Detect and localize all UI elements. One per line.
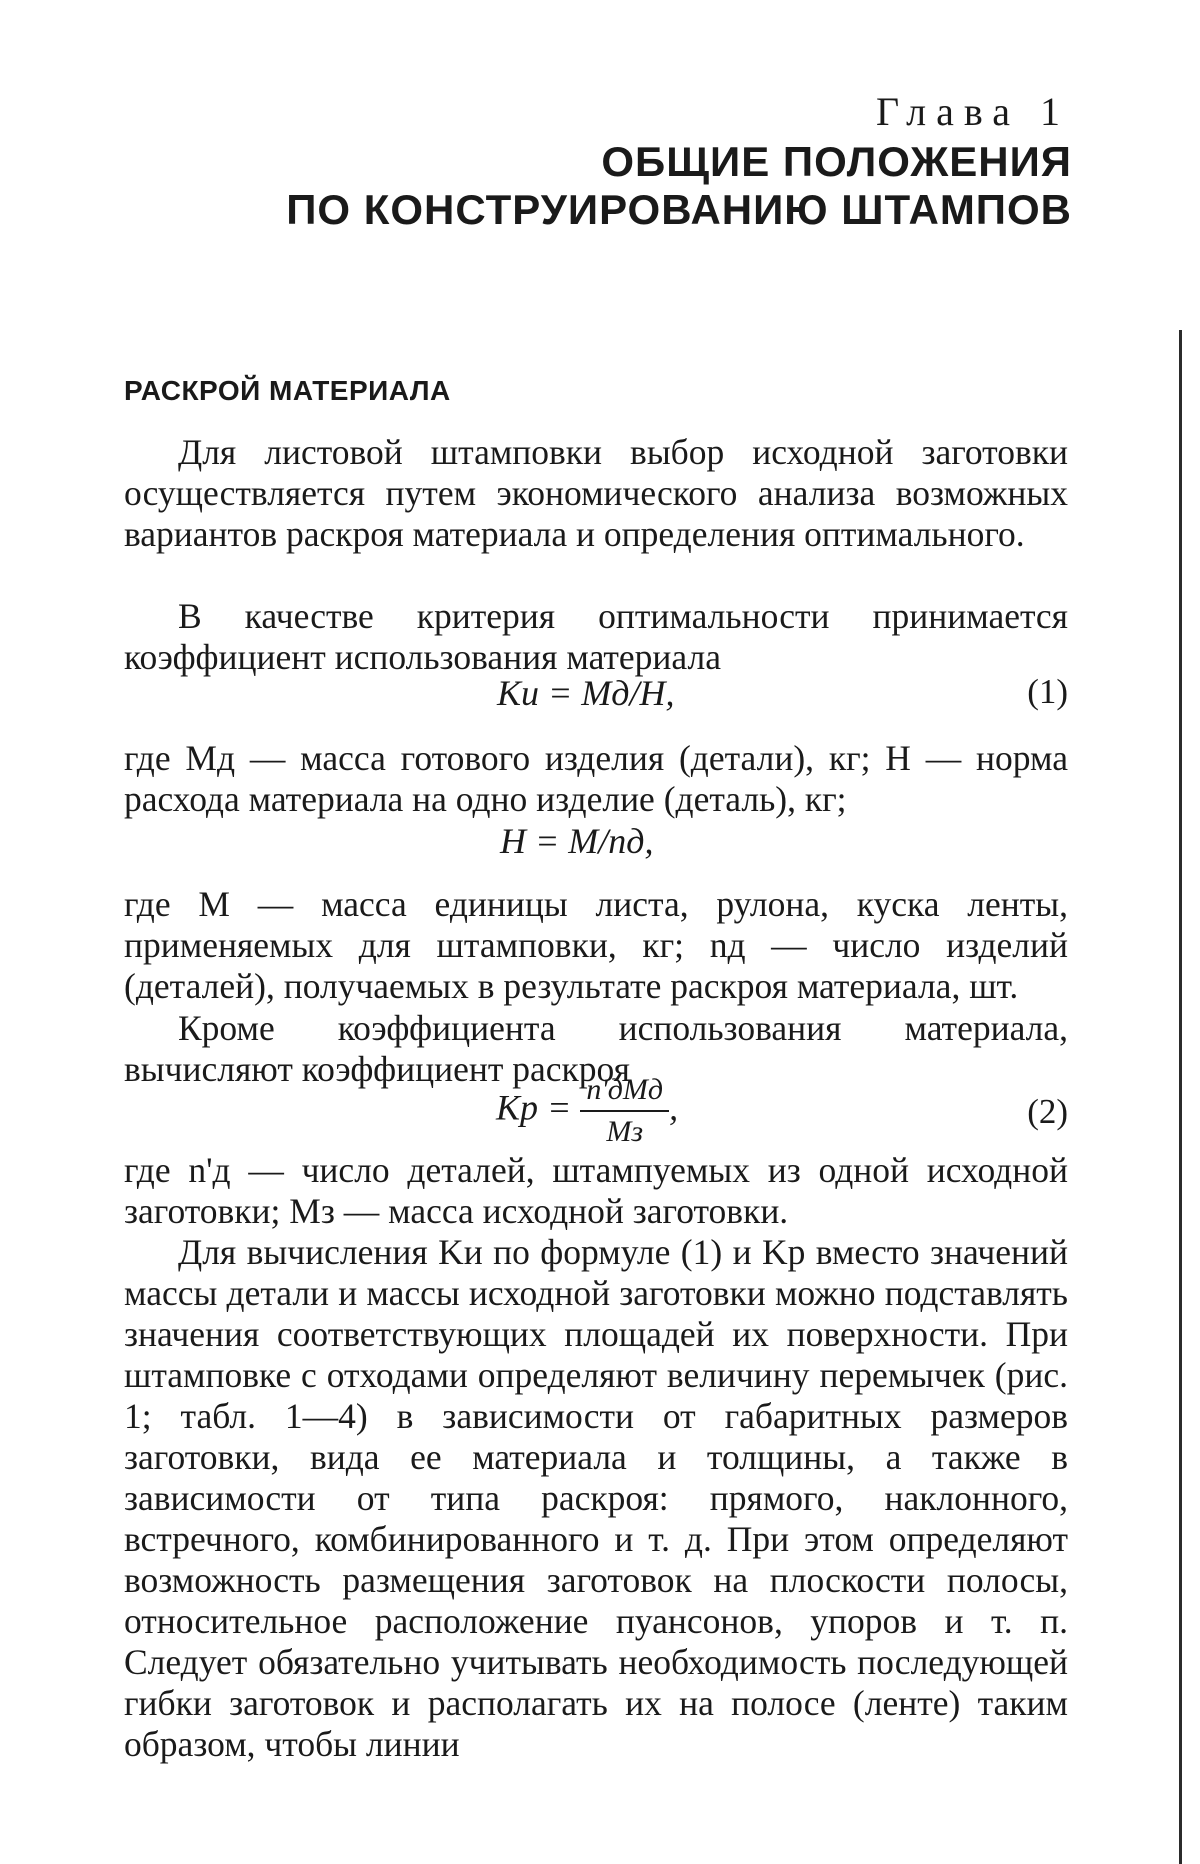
paragraph-2: В качестве критерия оптимальности принимается коэффициент использования материала (124, 596, 1068, 677)
page-edge-line (1179, 330, 1182, 1864)
chapter-title-line-1: ОБЩИЕ ПОЛОЖЕНИЯ (601, 138, 1072, 185)
paragraph-1: Для листовой штамповки выбор исходной заготовки осуществляется путем экономического анализа возможных вариантов раскроя материала и определения оптимального. (124, 432, 1068, 554)
formula-2-tail: , (669, 1087, 679, 1128)
formula-2-numerator: n'дMд (580, 1072, 669, 1112)
paragraph-6: где n'д — число деталей, штампуемых из одной исходной заготовки; Mз — масса исходной заготовки. (124, 1150, 1068, 1231)
formula-1: Kи = Mд/H, (497, 673, 675, 713)
paragraph-7: Для вычисления Kи по формуле (1) и Kр вместо значений массы детали и массы исходной заготовки можно подставлять значения соответствующих площадей их поверхности. При штамповке с отходами определяют величину перемычек (рис. 1; табл. 1—4) в зависимости от габаритных размеров заготовки, вида ее материала и толщины, а также в зависимости от типа раскроя: прямого, наклонного, встречного, комбинированного и т. д. При этом определяют возможность размещения заготовок на плоскости полосы, относительное расположение пуансонов, упоров и т. п. Следует обязательно учитывать необходимость последующей гибки заготовок и располагать их на полосе (ленте) таким образом, чтобы линии (124, 1232, 1068, 1764)
section-heading: РАСКРОЙ МАТЕРИАЛА (124, 375, 451, 406)
chapter-title-line-2: ПО КОНСТРУИРОВАНИЮ ШТАМПОВ (286, 186, 1072, 233)
paragraph-4: где M — масса единицы листа, рулона, куска ленты, применяемых для штамповки, кг; nд — число изделий (деталей), получаемых в результате раскроя материала, шт. (124, 884, 1068, 1006)
formula-1-number: (1) (1027, 672, 1068, 711)
formula-2-fraction (580, 1072, 669, 1150)
formula-2 (496, 1072, 678, 1150)
formula-2-number: (2) (1027, 1092, 1068, 1131)
paragraph-5: Кроме коэффициента использования материала, вычисляют коэффициент раскроя (124, 1008, 1068, 1089)
formula-2-lhs: Kр = (496, 1087, 572, 1128)
chapter-label: Глава 1 (876, 89, 1070, 134)
formula-h: H = M/nд, (500, 821, 654, 861)
paragraph-3: где Mд — масса готового изделия (детали), кг; H — норма расхода материала на одно изделие (деталь), кг; (124, 738, 1068, 819)
formula-2-denominator: Mз (606, 1115, 644, 1148)
